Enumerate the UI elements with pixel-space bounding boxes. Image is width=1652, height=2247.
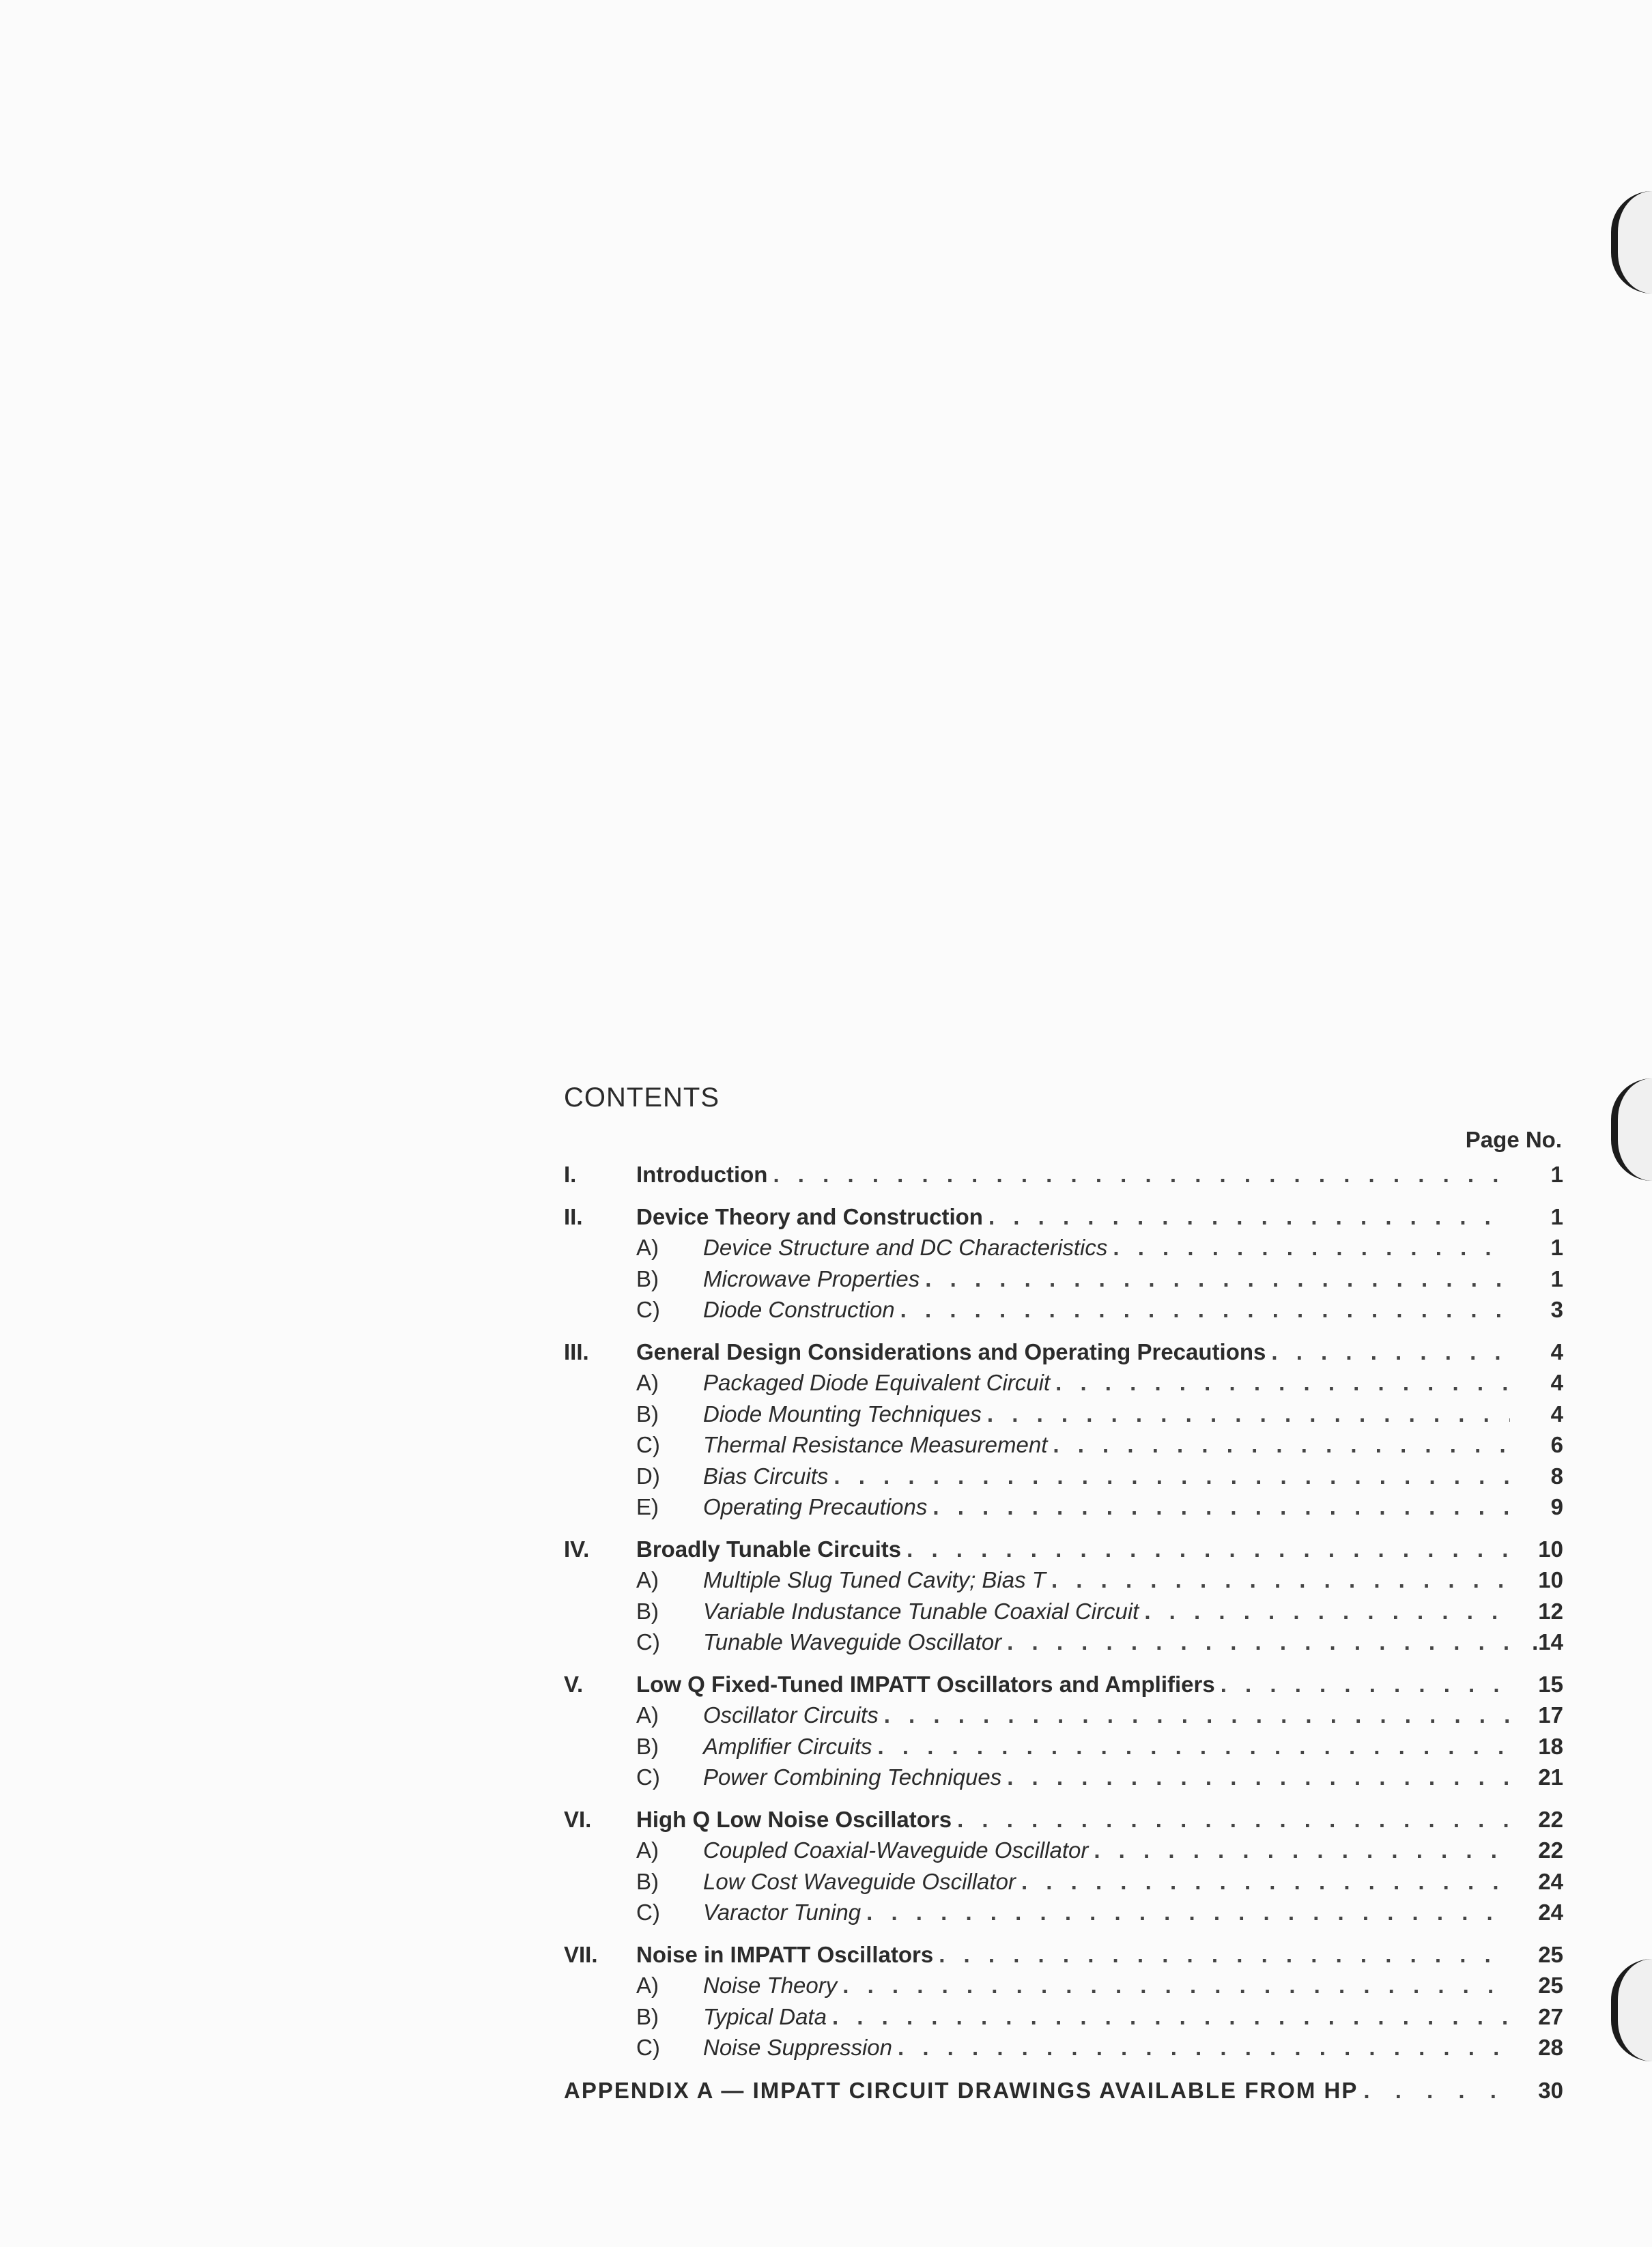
dot-leader xyxy=(925,1263,1510,1295)
subsection-title: Packaged Diode Equivalent Circuit xyxy=(703,1370,1051,1395)
section-page-number: 10 xyxy=(1538,1536,1563,1562)
dot-leader xyxy=(898,2032,1510,2063)
dot-leader xyxy=(987,1399,1510,1430)
dot-leader xyxy=(1055,1367,1510,1399)
subsection-title: Diode Mounting Techniques xyxy=(703,1401,982,1427)
subsection-page-number: 4 xyxy=(1550,1401,1563,1427)
dot-leader xyxy=(1053,1429,1510,1461)
toc-subsection-entry xyxy=(564,2032,1563,2063)
subsection-title: Varactor Tuning xyxy=(703,1900,861,1925)
dot-leader xyxy=(842,1970,1510,2001)
dot-leader xyxy=(1363,2074,1510,2107)
subsection-page-number: 25 xyxy=(1538,1973,1563,1998)
subsection-letter: A) xyxy=(636,1370,659,1395)
dot-leader xyxy=(1094,1835,1510,1866)
subsection-letter: A) xyxy=(636,1973,659,1998)
subsection-page-number: 24 xyxy=(1538,1900,1563,1925)
subsection-page-number: 18 xyxy=(1538,1733,1563,1759)
section-title: Low Q Fixed-Tuned IMPATT Oscillators and Amplifiers xyxy=(636,1671,1215,1697)
toc-section xyxy=(564,1939,1563,2063)
subsection-letter: B) xyxy=(636,1401,659,1427)
toc-section-entry xyxy=(564,1939,1563,1971)
section-numeral: II. xyxy=(564,1203,583,1229)
subsection-letter: C) xyxy=(636,1764,660,1790)
dot-leader xyxy=(1144,1596,1510,1627)
dot-leader xyxy=(1271,1336,1510,1368)
dot-leader xyxy=(832,2001,1510,2033)
section-page-number: 1 xyxy=(1550,1203,1563,1229)
subsection-letter: A) xyxy=(636,1567,659,1592)
toc-subsection-entry xyxy=(564,1564,1563,1596)
subsection-letter: B) xyxy=(636,1733,659,1759)
toc-subsection-entry xyxy=(564,1294,1563,1326)
dot-leader xyxy=(1007,1627,1510,1658)
section-numeral: III. xyxy=(564,1339,589,1364)
subsection-page-number: 22 xyxy=(1538,1837,1563,1863)
subsection-title: Variable Industance Tunable Coaxial Circuit xyxy=(703,1598,1139,1624)
toc-section xyxy=(564,1336,1563,1523)
toc-section-entry xyxy=(564,1534,1563,1565)
section-page-number: 1 xyxy=(1550,1162,1563,1187)
section-title: General Design Considerations and Operating Precautions xyxy=(636,1339,1266,1364)
subsection-title: Amplifier Circuits xyxy=(703,1733,872,1759)
dot-leader xyxy=(932,1491,1510,1523)
subsection-title: Operating Precautions xyxy=(703,1494,928,1519)
subsection-letter: B) xyxy=(636,1598,659,1624)
subsection-page-number: 12 xyxy=(1538,1598,1563,1624)
subsection-page-number: 9 xyxy=(1550,1494,1563,1519)
page-no-column-header: Page No. xyxy=(1465,1127,1562,1152)
subsection-title: Typical Data xyxy=(703,2003,827,2029)
dot-leader xyxy=(878,1731,1510,1762)
toc-section-entry xyxy=(564,1159,1563,1190)
section-numeral: IV. xyxy=(564,1536,590,1562)
appendix-page-number: 30 xyxy=(1538,2077,1563,2103)
toc-subsection-entry xyxy=(564,1399,1563,1430)
section-page-number: 22 xyxy=(1538,1806,1563,1832)
subsection-letter: A) xyxy=(636,1702,659,1728)
subsection-title: Noise Suppression xyxy=(703,2035,892,2060)
subsection-letter: C) xyxy=(636,1900,660,1925)
subsection-title: Low Cost Waveguide Oscillator xyxy=(703,1868,1016,1894)
section-title: Noise in IMPATT Oscillators xyxy=(636,1941,934,1967)
subsection-page-number: 21 xyxy=(1538,1764,1563,1790)
toc-section-entry xyxy=(564,1804,1563,1835)
toc-section-entry xyxy=(564,1669,1563,1700)
subsection-title: Noise Theory xyxy=(703,1973,838,1998)
section-numeral: V. xyxy=(564,1671,584,1697)
toc-subsection-entry xyxy=(564,1596,1563,1627)
dot-leader xyxy=(957,1804,1510,1835)
dot-leader xyxy=(773,1159,1510,1190)
dot-leader xyxy=(939,1939,1510,1971)
subsection-page-number: 6 xyxy=(1550,1432,1563,1457)
toc-sections xyxy=(564,1159,1563,2063)
toc-section xyxy=(564,1669,1563,1793)
toc-subsection-entry xyxy=(564,1461,1563,1492)
toc-subsection-entry xyxy=(564,1627,1563,1658)
toc-subsection-entry xyxy=(564,1897,1563,1928)
subsection-title: Tunable Waveguide Oscillator xyxy=(703,1629,1002,1655)
subsection-page-number: 27 xyxy=(1538,2003,1563,2029)
section-page-number: 4 xyxy=(1550,1339,1563,1364)
dot-leader xyxy=(1113,1232,1510,1263)
toc-subsection-entry xyxy=(564,1263,1563,1295)
subsection-page-number: 28 xyxy=(1538,2035,1563,2060)
toc-subsection-entry xyxy=(564,1731,1563,1762)
punch-hole-middle xyxy=(1611,1078,1652,1181)
dot-leader xyxy=(907,1534,1510,1565)
subsection-title: Oscillator Circuits xyxy=(703,1702,879,1728)
dot-leader xyxy=(1051,1564,1510,1596)
subsection-title: Device Structure and DC Characteristics xyxy=(703,1235,1108,1260)
subsection-title: Coupled Coaxial-Waveguide Oscillator xyxy=(703,1837,1089,1863)
toc-appendix-entry xyxy=(564,2074,1563,2107)
appendix-label: APPENDIX A — IMPATT CIRCUIT DRAWINGS AVAILABLE FROM HP xyxy=(564,2077,1358,2103)
toc-subsection-entry xyxy=(564,1429,1563,1461)
toc-subsection-entry xyxy=(564,1866,1563,1898)
toc-section xyxy=(564,1534,1563,1658)
toc-subsection-entry xyxy=(564,1700,1563,1731)
toc-section xyxy=(564,1159,1563,1190)
subsection-page-number: 17 xyxy=(1538,1702,1563,1728)
toc-subsection-entry xyxy=(564,1367,1563,1399)
subsection-title: Microwave Properties xyxy=(703,1265,920,1291)
subsection-title: Diode Construction xyxy=(703,1297,895,1322)
dot-leader xyxy=(1221,1669,1510,1700)
section-title: Introduction xyxy=(636,1162,768,1187)
subsection-page-number: 1 xyxy=(1550,1265,1563,1291)
subsection-page-number: 3 xyxy=(1550,1297,1563,1322)
subsection-page-number: .14 xyxy=(1532,1629,1563,1655)
section-numeral: VI. xyxy=(564,1806,592,1832)
subsection-letter: C) xyxy=(636,2035,660,2060)
section-title: Broadly Tunable Circuits xyxy=(636,1536,902,1562)
toc-subsection-entry xyxy=(564,2001,1563,2033)
toc-subsection-entry xyxy=(564,1970,1563,2001)
section-page-number: 15 xyxy=(1538,1671,1563,1697)
section-numeral: VII. xyxy=(564,1941,598,1967)
dot-leader xyxy=(884,1700,1510,1731)
dot-leader xyxy=(1007,1762,1510,1793)
dot-leader xyxy=(988,1201,1510,1233)
subsection-letter: C) xyxy=(636,1629,660,1655)
section-numeral: I. xyxy=(564,1162,577,1187)
punch-hole-bottom xyxy=(1611,1959,1652,2061)
subsection-page-number: 4 xyxy=(1550,1370,1563,1395)
dot-leader xyxy=(1021,1866,1510,1898)
subsection-page-number: 24 xyxy=(1538,1868,1563,1894)
toc-subsection-entry xyxy=(564,1835,1563,1866)
subsection-title: Multiple Slug Tuned Cavity; Bias T xyxy=(703,1567,1046,1592)
toc-subsection-entry xyxy=(564,1232,1563,1263)
subsection-page-number: 10 xyxy=(1538,1567,1563,1592)
subsection-letter: B) xyxy=(636,1265,659,1291)
toc-section-entry xyxy=(564,1201,1563,1233)
subsection-letter: C) xyxy=(636,1432,660,1457)
section-page-number: 25 xyxy=(1538,1941,1563,1967)
table-of-contents xyxy=(564,1078,1563,2107)
subsection-title: Bias Circuits xyxy=(703,1463,829,1489)
subsection-letter: A) xyxy=(636,1837,659,1863)
toc-subsection-entry xyxy=(564,1762,1563,1793)
subsection-letter: D) xyxy=(636,1463,660,1489)
subsection-letter: A) xyxy=(636,1235,659,1260)
dot-leader xyxy=(834,1461,1510,1492)
subsection-page-number: 1 xyxy=(1550,1235,1563,1260)
subsection-letter: C) xyxy=(636,1297,660,1322)
section-title: Device Theory and Construction xyxy=(636,1203,983,1229)
toc-section xyxy=(564,1201,1563,1326)
toc-section xyxy=(564,1804,1563,1928)
subsection-letter: E) xyxy=(636,1494,659,1519)
dot-leader xyxy=(900,1294,1510,1326)
punch-hole-top xyxy=(1611,191,1652,294)
toc-subsection-entry xyxy=(564,1491,1563,1523)
subsection-title: Thermal Resistance Measurement xyxy=(703,1432,1048,1457)
subsection-title: Power Combining Techniques xyxy=(703,1764,1002,1790)
subsection-letter: B) xyxy=(636,2003,659,2029)
toc-section-entry xyxy=(564,1336,1563,1368)
subsection-page-number: 8 xyxy=(1550,1463,1563,1489)
contents-title: CONTENTS xyxy=(564,1083,720,1113)
subsection-letter: B) xyxy=(636,1868,659,1894)
dot-leader xyxy=(866,1897,1510,1928)
section-title: High Q Low Noise Oscillators xyxy=(636,1806,952,1832)
